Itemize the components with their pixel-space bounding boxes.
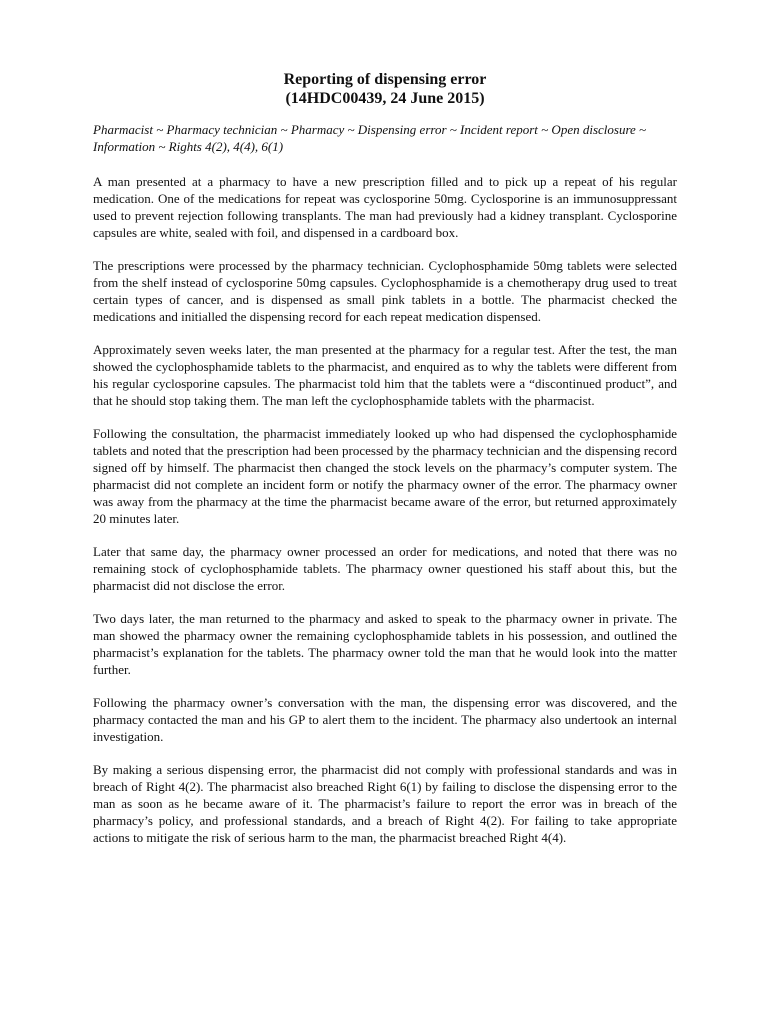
title-line-2: (14HDC00439, 24 June 2015) xyxy=(285,90,485,107)
paragraph-2: The prescriptions were processed by the pharmacy technician. Cyclophosphamide 50mg tablets were selected from the shelf instead of cyclosporine 50mg capsules. Cyclophosphamide is a chemotherapy drug used to treat certain types of cancer, and is dispensed as small pink tablets in a bottle. The pharmacist checked the medications and initialled the dispensing record for each repeat medication dispensed. xyxy=(93,258,677,324)
paragraph-7: Following the pharmacy owner’s conversation with the man, the dispensing error was discovered, and the pharmacy contacted the man and his GP to alert them to the incident. The pharmacy also undertook an internal investigation. xyxy=(93,695,677,744)
document-title xyxy=(93,70,677,108)
paragraph-4: Following the consultation, the pharmacist immediately looked up who had dispensed the cyclophosphamide tablets and noted that the prescription had been processed by the pharmacy technician and the dispensing record signed off by himself. The pharmacist then changed the stock levels on the pharmacy’s computer system. The pharmacist did not complete an incident form or notify the pharmacy owner of the error. The pharmacy owner was away from the pharmacy at the time the pharmacist became aware of the error, but returned approximately 20 minutes later. xyxy=(93,426,677,526)
document-page xyxy=(93,70,677,846)
paragraph-1: A man presented at a pharmacy to have a new prescription filled and to pick up a repeat of his regular medication. One of the medications for repeat was cyclosporine 50mg. Cyclosporine is an immunosuppressant used to prevent rejection following transplants. The man had previously had a kidney transplant. Cyclosporine capsules are white, sealed with foil, and dispensed in a cardboard box. xyxy=(93,174,677,240)
paragraph-8: By making a serious dispensing error, the pharmacist did not comply with professional standards and was in breach of Right 4(2). The pharmacist also breached Right 6(1) by failing to disclose the dispensing error to the man as soon as he became aware of it. The pharmacist’s failure to report the error was in breach of the pharmacy’s policy, and professional standards, and a breach of Right 4(2). For failing to take appropriate actions to mitigate the risk of serious harm to the man, the pharmacist breached Right 4(4). xyxy=(93,762,677,845)
paragraph-5: Later that same day, the pharmacy owner processed an order for medications, and noted that there was no remaining stock of cyclophosphamide tablets. The pharmacy owner questioned his staff about this, but the pharmacist did not disclose the error. xyxy=(93,544,677,593)
keywords-line: Pharmacist ~ Pharmacy technician ~ Pharmacy ~ Dispensing error ~ Incident report ~ Open disclosure ~ Information ~ Rights 4(2), 4(4), 6(1) xyxy=(93,122,647,154)
paragraph-6: Two days later, the man returned to the pharmacy and asked to speak to the pharmacy owner in private. The man showed the pharmacy owner the remaining cyclophosphamide tablets in his possession, and outlined the pharmacist’s explanation for the tablets. The pharmacy owner told the man that he would look into the matter further. xyxy=(93,611,677,677)
paragraph-3: Approximately seven weeks later, the man presented at the pharmacy for a regular test. After the test, the man showed the cyclophosphamide tablets to the pharmacist, and enquired as to why the tablets were different from his regular cyclosporine capsules. The pharmacist told him that the tablets were a “discontinued product”, and that he should stop taking them. The man left the cyclophosphamide tablets with the pharmacist. xyxy=(93,342,677,408)
title-line-1: Reporting of dispensing error xyxy=(283,71,487,88)
